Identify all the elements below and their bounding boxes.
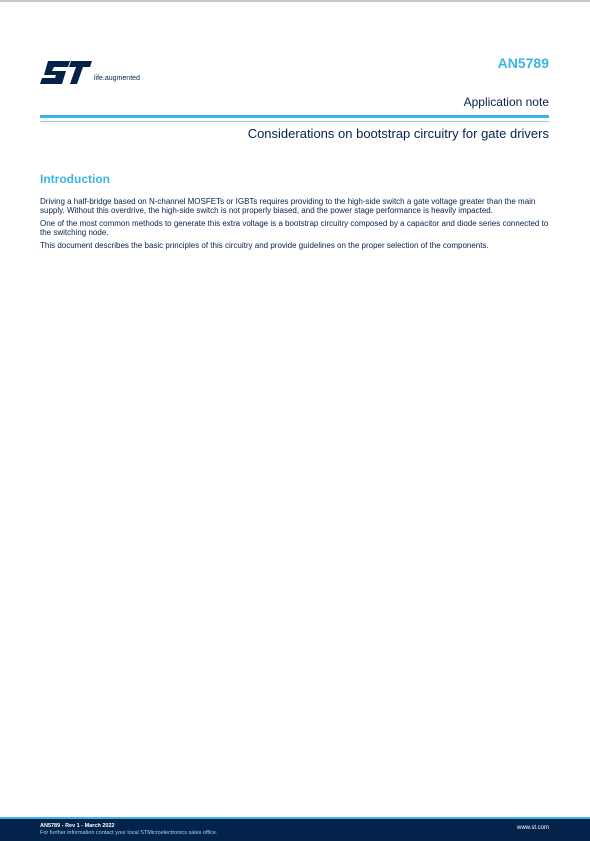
page-footer [0, 817, 590, 841]
top-border [0, 0, 590, 2]
document-id: AN5789 [497, 55, 549, 71]
footer-contact: For further information contact your local STMicroelectronics sales office. [40, 830, 218, 836]
logo-tagline: life.augmented [94, 75, 140, 82]
introduction-body [40, 197, 550, 254]
document-type: Application note [463, 95, 549, 109]
introduction-paragraph: Driving a half-bridge based on N-channel MOSFETs or IGBTs requires providing to the high-side switch a gate voltage greater than the main supply. Without this overdrive, the high-side switch is not properly biased, and the power stage performance is heavily impacted. [40, 197, 536, 216]
introduction-paragraph: This document describes the basic principles of this circuitry and provide guidelines on the proper selection of the components. [40, 241, 489, 250]
header-divider [40, 115, 549, 118]
st-logo [40, 57, 160, 89]
introduction-paragraph: One of the most common methods to generate this extra voltage is a bootstrap circuitry composed by a capacitor and diode series connected to the switching node. [40, 219, 549, 238]
document-title: Considerations on bootstrap circuitry for gate drivers [247, 126, 549, 141]
header-divider-thin [40, 121, 549, 122]
footer-revision: AN5789 - Rev 1 - March 2022 [40, 823, 115, 829]
introduction-heading: Introduction [40, 172, 110, 186]
footer-website-link[interactable]: www.st.com [516, 825, 549, 831]
st-logo-icon [40, 57, 92, 89]
footer-accent-rule [0, 817, 590, 819]
footer-info [40, 823, 218, 837]
